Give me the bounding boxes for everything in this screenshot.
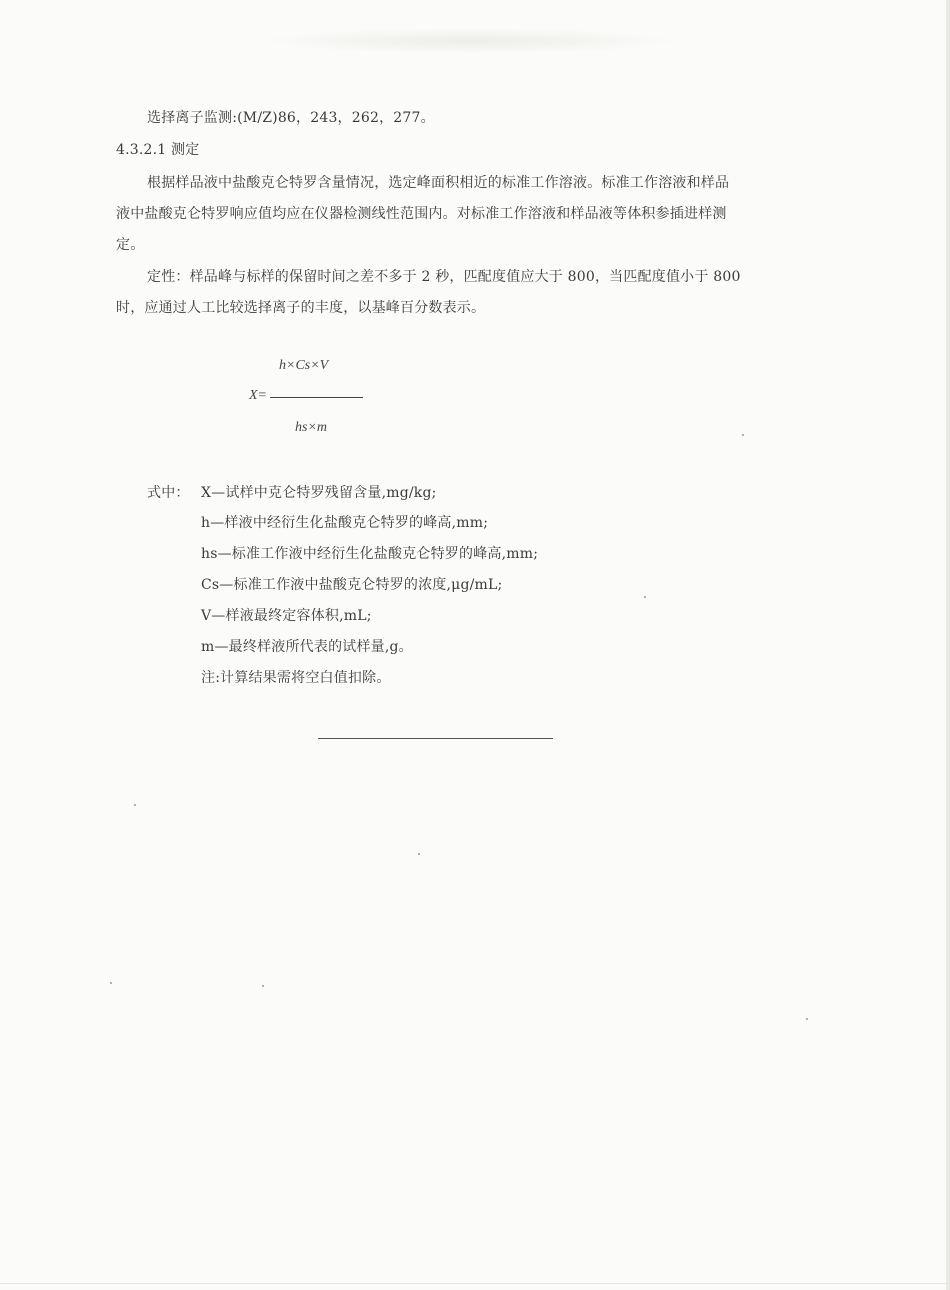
scan-speck [418,853,420,855]
paragraph-line: 根据样品液中盐酸克仑特罗含量情况，选定峰面积相近的标准工作溶液。标准工作溶液和样品 [147,175,730,191]
formula-numerator: h×Cs×V [279,358,329,373]
formula-denominator: hs×m [295,420,328,435]
fraction-bar [270,397,363,398]
legend-intro: 式中： [147,485,190,501]
scan-edge [946,0,950,1290]
end-rule [318,738,553,739]
legend-item-x: X—试样中克仑特罗残留含量,mg/kg; [201,485,437,501]
legend-note: 注:计算结果需将空白值扣除。 [201,670,391,686]
scan-speck [262,985,264,987]
scan-speck [110,982,112,984]
section-heading: 4.3.2.1 测定 [116,142,200,158]
legend-item-cs: Cs—标准工作液中盐酸克仑特罗的浓度,μg/mL; [201,577,503,593]
scan-speck [806,1018,808,1020]
scan-speck [134,804,136,806]
legend-item-h: h—样液中经衍生化盐酸克仑特罗的峰高,mm; [201,515,489,531]
paragraph-line: 定。 [116,237,145,253]
scan-speck [644,596,646,598]
legend-item-hs: hs—标准工作液中经衍生化盐酸克仑特罗的峰高,mm; [201,546,539,562]
scan-edge [0,1283,950,1284]
paragraph-line: 定性：样品峰与标样的保留时间之差不多于 2 秒，匹配度值应大于 800，当匹配度值小于 800 [147,269,741,285]
scan-speck [742,434,744,436]
legend-item-m: m—最终样液所代表的试样量,g。 [201,639,413,655]
ion-monitoring-line: 选择离子监测:(M/Z)86，243，262，277。 [147,110,435,126]
paragraph-line: 时，应通过人工比较选择离子的丰度，以基峰百分数表示。 [116,300,486,316]
scan-smudge [260,28,680,54]
formula-lhs: X= [249,388,267,403]
paragraph-line: 液中盐酸克仑特罗响应值均应在仪器检测线性范围内。对标准工作溶液和样品液等体积参插进样测 [116,206,727,222]
legend-item-v: V—样液最终定容体积,mL; [201,608,372,624]
